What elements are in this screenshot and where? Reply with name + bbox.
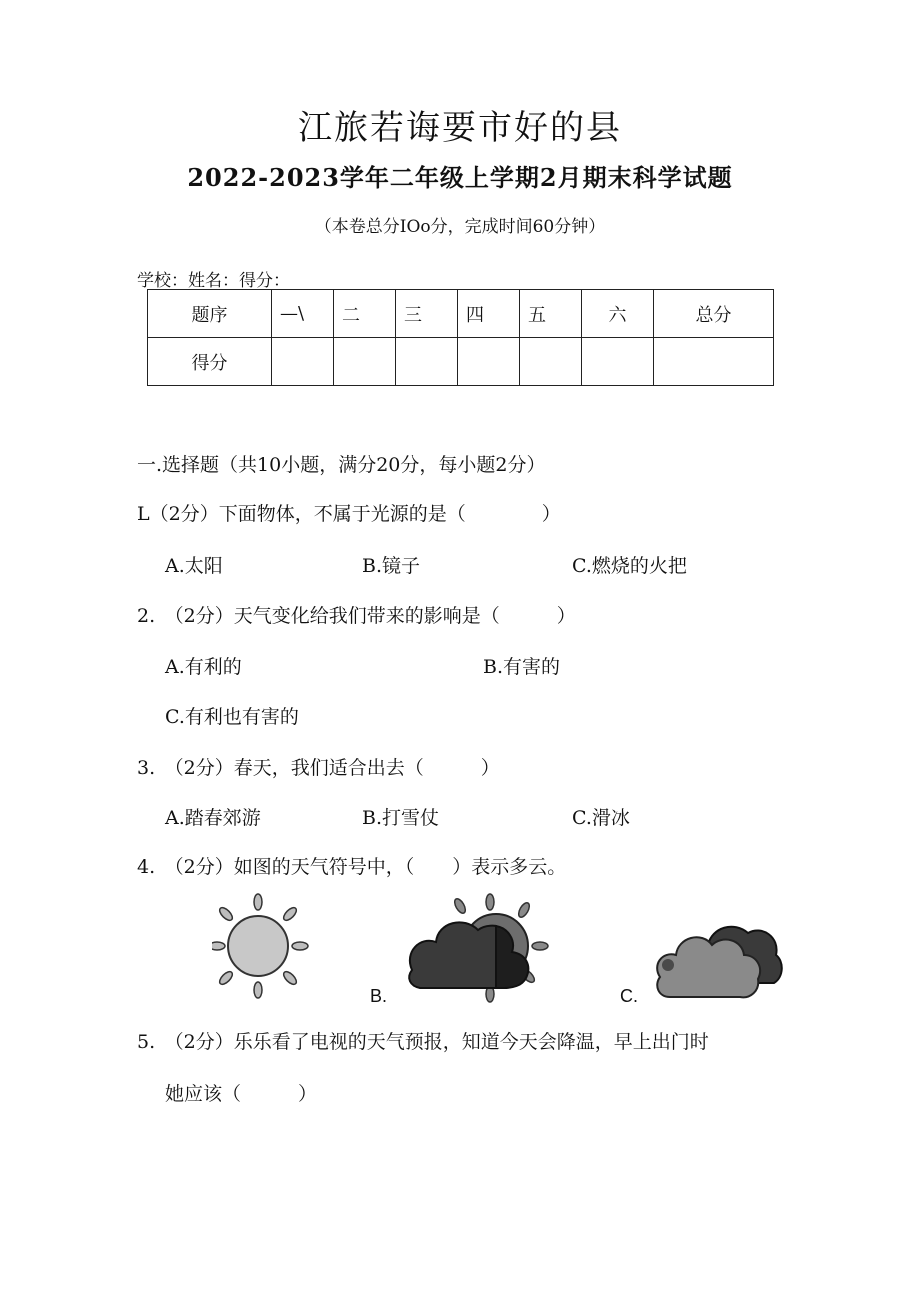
q1-option-b[interactable]: B.镜子 [362,555,421,577]
question-2: 2. （2分）天气变化给我们带来的影响是（ ） [137,605,576,627]
exam-region-title: 江旅若诲要市好的县 [298,108,622,148]
figure-label-c: C. [620,986,638,1006]
score-header-cell: 六 [582,290,654,338]
cloudy-icon[interactable] [650,915,784,1005]
student-info-line: 学校：姓名：得分： [137,271,290,291]
score-entry-cell[interactable] [396,338,458,386]
score-entry-cell[interactable] [458,338,520,386]
score-table [147,289,774,386]
score-entry-cell[interactable] [334,338,396,386]
q2-option-a[interactable]: A.有利的 [165,656,242,678]
score-entry-cell[interactable] [582,338,654,386]
score-header-cell: 四 [458,290,520,338]
sunny-weather-icon[interactable] [212,890,314,1006]
score-header-cell: 五 [520,290,582,338]
score-header-cell: 三 [396,290,458,338]
score-table-header-row [148,290,774,338]
section-heading: 一.选择题（共10小题，满分20分，每小题2分） [137,454,546,476]
score-header-cell: —\ [272,290,334,338]
score-entry-cell[interactable] [654,338,774,386]
score-entry-cell[interactable] [520,338,582,386]
exam-note: （本卷总分IOo分，完成时间60分钟） [314,217,606,237]
score-row-label: 得分 [148,338,272,386]
score-entry-cell[interactable] [272,338,334,386]
question-5: 5. （2分）乐乐看了电视的天气预报，知道今天会降温，早上出门时 [137,1031,709,1053]
score-header-cell: 题序 [148,290,272,338]
question-1: L（2分）下面物体，不属于光源的是（ ） [137,503,561,525]
q1-option-c[interactable]: C.燃烧的火把 [572,555,687,577]
score-header-cell: 二 [334,290,396,338]
q3-option-c[interactable]: C.滑冰 [572,807,630,829]
q2-option-b[interactable]: B.有害的 [483,656,561,678]
exam-title: 2022-2023学年二年级上学期2月期末科学试题 [187,163,733,192]
q2-option-c[interactable]: C.有利也有害的 [165,706,299,728]
partly-cloudy-icon[interactable] [400,892,560,1004]
q1-option-a[interactable]: A.太阳 [165,555,223,577]
q3-option-b[interactable]: B.打雪仗 [362,807,440,829]
question-3: 3. （2分）春天，我们适合出去（ ） [137,757,500,779]
q3-option-a[interactable]: A.踏春郊游 [165,807,261,829]
figure-label-b: B. [370,986,388,1006]
question-4: 4. （2分）如图的天气符号中，（ ）表示多云。 [137,856,567,878]
score-table-score-row [148,338,774,386]
question-5-continuation: 她应该（ ） [165,1083,318,1105]
score-header-cell: 总分 [654,290,774,338]
